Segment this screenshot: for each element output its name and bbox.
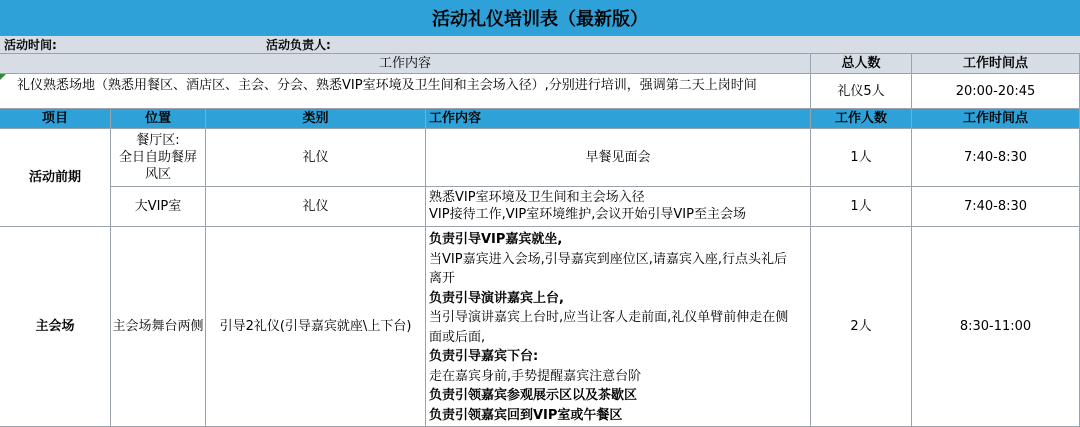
owner-label[interactable]: 活动负责人:	[266, 38, 331, 52]
summary-row	[0, 74, 1080, 109]
content-line: 当引导演讲嘉宾上台时,应当让客人走前面,礼仪单臂前伸走在侧	[429, 310, 789, 325]
header-work-time[interactable]: 工作时间点	[912, 109, 1080, 129]
title-row	[0, 0, 1080, 36]
time-cell[interactable]: 7:40-8:30	[912, 187, 1080, 227]
content-line: 离开	[429, 271, 456, 286]
content-line-heading: 负责引导嘉宾下台:	[429, 349, 539, 364]
content-line-heading: 负责引领嘉宾参观展示区以及茶歇区	[429, 388, 638, 403]
content-vip-reception[interactable]	[426, 187, 811, 227]
header-position[interactable]: 位置	[111, 109, 206, 129]
activity-time-label[interactable]: 活动时间:	[4, 38, 57, 52]
time-cell[interactable]: 8:30-11:00	[912, 227, 1080, 427]
content-line-heading: 负责引导VIP嘉宾就坐,	[429, 232, 563, 247]
position-line: 全日自助餐屏	[118, 150, 197, 165]
position-stage-sides[interactable]: 主会场舞台两侧	[111, 227, 206, 427]
headcount-cell[interactable]: 1人	[811, 187, 912, 227]
summary-header-content[interactable]: 工作内容	[0, 54, 811, 74]
category-etiquette[interactable]: 礼仪	[206, 187, 426, 227]
project-pre-event[interactable]: 活动前期	[0, 129, 111, 227]
content-line-heading: 负责引导演讲嘉宾上台,	[429, 290, 564, 306]
summary-total-cell[interactable]: 礼仪5人	[811, 74, 912, 109]
position-line: 风区	[144, 167, 171, 182]
headcount-cell[interactable]: 1人	[811, 129, 912, 187]
summary-header-row	[0, 54, 1080, 74]
content-guest-guiding[interactable]	[426, 227, 811, 427]
position-vip-room[interactable]: 大VIP室	[111, 187, 206, 227]
header-category[interactable]: 类别	[206, 109, 426, 129]
table-header-row	[0, 109, 1080, 129]
content-line: 走在嘉宾身前,手势提醒嘉宾注意台阶	[429, 368, 642, 384]
summary-header-total[interactable]: 总人数	[811, 54, 912, 74]
summary-header-time[interactable]: 工作时间点	[912, 54, 1080, 74]
info-row	[0, 36, 1080, 54]
content-line: 熟悉VIP室环境及卫生间和主会场入径	[429, 190, 645, 205]
content-line: 面或后面,	[429, 329, 486, 345]
summary-content: 礼仪熟悉场地（熟悉用餐区、酒店区、主会、分会、熟悉VIP室环境及卫生间和主会场入径）,分别进行培训，强调第二天上岗时间	[17, 78, 757, 93]
position-restaurant[interactable]	[111, 129, 206, 187]
category-etiquette[interactable]: 礼仪	[206, 129, 426, 187]
project-main-venue[interactable]: 主会场	[0, 227, 111, 427]
content-line: VIP接待工作,VIP室环境维护,会议开始引导VIP至主会场	[429, 207, 746, 222]
summary-content-cell[interactable]	[0, 74, 811, 109]
headcount-cell[interactable]: 2人	[811, 227, 912, 427]
time-cell[interactable]: 7:40-8:30	[912, 129, 1080, 187]
category-guide[interactable]: 引导2礼仪(引导嘉宾就座\上下台)	[206, 227, 426, 427]
summary-time-cell[interactable]: 20:00-20:45	[912, 74, 1080, 109]
sheet-title[interactable]: 活动礼仪培训表（最新版）	[432, 8, 648, 30]
cell-comment-marker-icon	[0, 74, 6, 80]
content-line: 当VIP嘉宾进入会场,引导嘉宾到座位区,请嘉宾入座,行点头礼后	[429, 251, 787, 267]
content-line-heading: 负责引领嘉宾回到VIP室或午餐区	[429, 407, 623, 423]
header-project[interactable]: 项目	[0, 109, 111, 129]
position-line: 餐厅区:	[136, 133, 180, 148]
content-breakfast-meeting[interactable]: 早餐见面会	[426, 129, 811, 187]
header-headcount[interactable]: 工作人数	[811, 109, 912, 129]
header-work-content[interactable]: 工作内容	[426, 109, 811, 129]
